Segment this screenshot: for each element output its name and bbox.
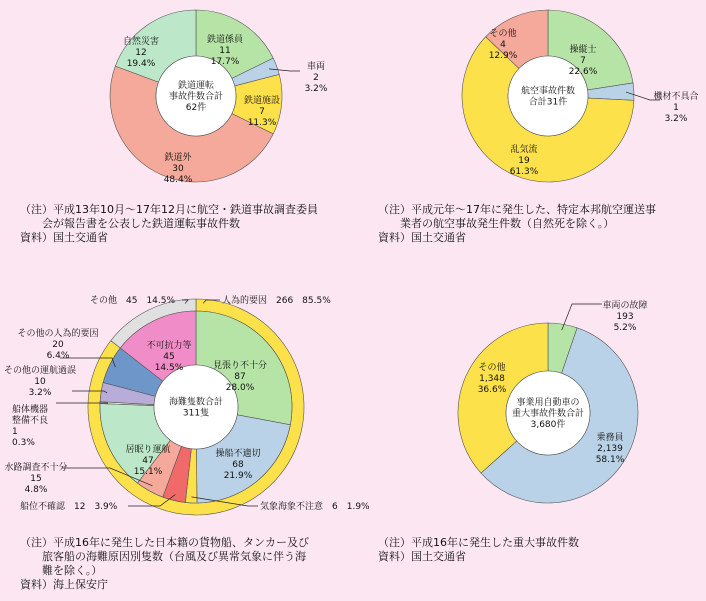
chart0-note: （注）平成13年10月～17年12月に航空・鉄道事故調査委員 会が報告書を公表した鉄道運転事故件数資料）国土交通省: [20, 203, 318, 244]
chart2-outer-label-0: 人為的要因 266 85.5%: [222, 296, 331, 306]
chart2-center-label: 海難隻数合計 311隻: [168, 397, 224, 419]
chart1-label-0: 操縦士 7 22.6%: [568, 45, 598, 77]
chart2-label-3: 船位不確認 12 3.9%: [20, 502, 118, 512]
chart0-label-0: 鉄道係員 11 17.7%: [206, 35, 244, 67]
chart3-label-0: 車両の故障 193 5.2%: [602, 301, 648, 333]
chart1-label-3: その他 4 12.9%: [488, 29, 518, 61]
chart2-label-7: その他の運航過誤 10 3.2%: [3, 366, 77, 398]
chart2-label-1: 操船不適切 68 21.9%: [215, 449, 261, 481]
chart2-label-0: 見張り不十分 87 28.0%: [212, 361, 268, 393]
chart2-note: （注）平成16年に発生した日本籍の貨物船、タンカー及び 旅客船の海難原因別隻数（台風及び異常気象に伴う海 難を除く。）資料）海上保安庁: [20, 536, 309, 591]
chart0-label-2: 鉄道施設 7 11.3%: [243, 96, 281, 128]
chart1-label-1: 機材不具合 1 3.2%: [653, 92, 699, 124]
chart1-note: （注）平成元年～17年に発生した、特定本邦航空運送事 業者の航空事故発生件数（自然死を除く。）資料）国土交通省: [378, 203, 656, 244]
chart2-label-4: 水路調査不十分 15 4.8%: [4, 463, 68, 495]
chart0-center-label: 鉄道運転事故件数合計 62件: [168, 81, 224, 113]
chart3-label-2: その他 1,348 36.6%: [477, 363, 507, 395]
chart2-label-5: 居眠り運航 47 15.1%: [125, 445, 171, 477]
chart1-center-label: 航空事故件数合計31件: [520, 86, 576, 108]
chart2-label-6: 船体機器整備不良 1 0.3%: [12, 405, 49, 448]
chart2-label-8: その他の人為的要因 20 6.4%: [17, 329, 99, 361]
chart3-note: （注）平成16年に発生した重大事故件数資料）国土交通省: [378, 536, 579, 563]
chart3-label-1: 乗務員 2,139 58.1%: [595, 433, 625, 465]
chart2-outer-label-1: その他 45 14.5%: [90, 296, 176, 306]
chart1-label-2: 乱気流 19 61.3%: [509, 145, 539, 177]
chart0-label-1: 車両 2 3.2%: [304, 62, 328, 94]
chart0-label-3: 鉄道外 30 48.4%: [163, 153, 193, 185]
chart0-label-4: 自然災害 12 19.4%: [122, 37, 160, 69]
chart2-label-2: 気象海象不注意 6 1.9%: [260, 502, 370, 512]
chart3-center-label: 事業用自動車の重大事故件数合計 3,680件: [511, 398, 585, 430]
chart2-label-9: 不可抗力等 45 14.5%: [146, 341, 192, 373]
